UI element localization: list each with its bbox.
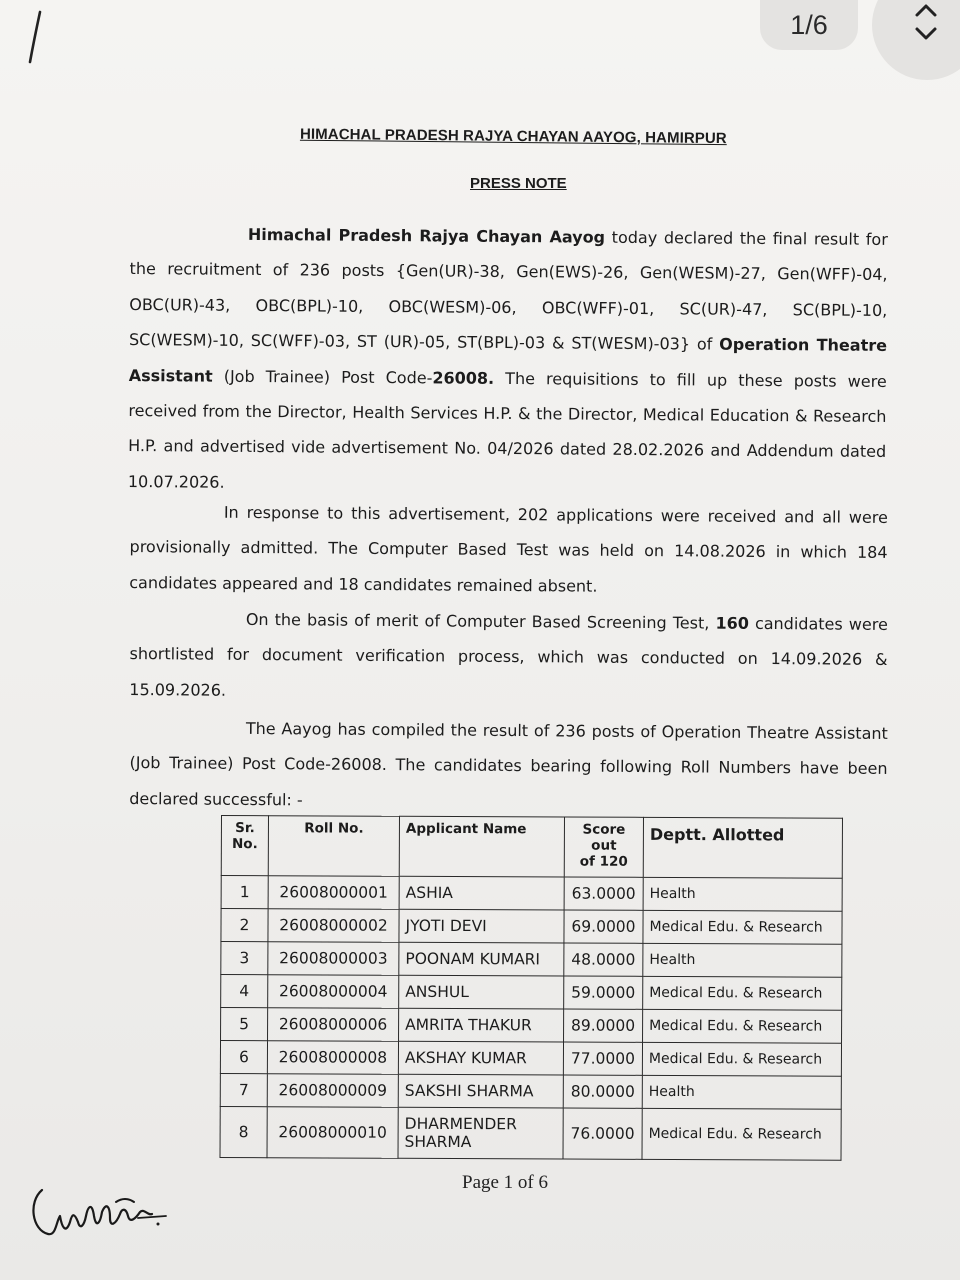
document-title: HIMACHAL PRADESH RAJYA CHAYAN AAYOG, HAMIRPUR — [299, 125, 727, 148]
table-row — [221, 975, 842, 1011]
cell-roll-no: 26008000004 — [268, 975, 399, 1009]
cell-applicant-name: AMRITA THAKUR — [399, 1008, 564, 1042]
cell-roll-no: 26008000002 — [268, 909, 399, 943]
cell-score: 80.0000 — [563, 1075, 642, 1108]
cell-roll-no: 26008000001 — [268, 876, 399, 910]
cell-dept: Medical Edu. & Research — [642, 1108, 841, 1160]
cell-dept: Medical Edu. & Research — [643, 1009, 842, 1043]
result-table — [220, 815, 843, 1161]
header-applicant-name: Applicant Name — [399, 816, 564, 877]
cell-sr-no: 8 — [220, 1106, 267, 1157]
header-score: Score out of 120 — [564, 817, 643, 877]
cell-dept: Medical Edu. & Research — [643, 976, 842, 1010]
cell-dept: Health — [642, 1075, 841, 1109]
paragraph-applications: In response to this advertisement, 202 applications were received and all were provisionally admitted. The Computer Based Test was held on 14.08.2026 in which 184 candidates appeared and 18 candidates remained absent. — [129, 502, 888, 596]
paragraph-text: The requisitions to fill up these posts were received from the Director, Health Services H.P. & the Director, Medical Education & Research H.P. and advertised vide advertisement No. 04/2026 dated 28.02.2026 and Addendum dated 10.07.2026. — [127, 368, 887, 492]
cell-applicant-name: DHARMENDER SHARMA — [398, 1107, 563, 1159]
cell-roll-no: 26008000006 — [268, 1008, 399, 1042]
post-name: Operation Theatre Assistant — [128, 334, 888, 386]
cell-score: 76.0000 — [563, 1108, 642, 1159]
cell-applicant-name: POONAM KUMARI — [399, 942, 564, 976]
table-header-row — [221, 816, 842, 879]
handwritten-signature — [26, 1172, 176, 1252]
table-row — [221, 942, 842, 978]
cell-sr-no: 4 — [221, 975, 268, 1008]
cell-applicant-name: JYOTI DEVI — [399, 909, 564, 943]
paragraph-text: today declared the final result for the recruitment of 236 posts {Gen(UR)-38, Gen(EWS)-26, Gen(WESM)-27, Gen(WFF)-04, OBC(UR)-43, OBC(BPL)-10, OBC(WESM)-06, OBC(WFF)-01, SC(UR)-47, SC(BPL)-10, SC(WESM)-10, SC(WFF)-03, ST (UR)-05, ST(BPL)-03 & ST(WESM)-03} of — [128, 227, 888, 354]
cell-score: 77.0000 — [563, 1042, 642, 1075]
cell-applicant-name: SAKSHI SHARMA — [398, 1074, 563, 1108]
cell-sr-no: 3 — [221, 942, 268, 975]
paragraph-text: On the basis of merit of Computer Based Screening Test, — [245, 609, 716, 633]
cell-dept: Medical Edu. & Research — [642, 1042, 841, 1076]
paragraph-shortlisting — [129, 601, 888, 713]
cell-roll-no: 26008000003 — [268, 942, 399, 976]
cell-score: 69.0000 — [564, 910, 643, 943]
press-note-heading: PRESS NOTE — [470, 175, 567, 192]
table-row — [220, 1073, 841, 1109]
post-code: 26008. — [432, 368, 495, 388]
cell-roll-no: 26008000010 — [267, 1107, 398, 1159]
paragraph-text: candidates were shortlisted for document verification process, which was conducted on 14.09.2026 & 15.09.2026. — [129, 613, 888, 700]
cell-dept: Health — [643, 943, 842, 977]
cell-score: 48.0000 — [564, 943, 643, 976]
cell-sr-no: 6 — [220, 1041, 267, 1074]
pen-mark-stroke — [22, 8, 52, 68]
cell-applicant-name: AKSHAY KUMAR — [398, 1041, 563, 1075]
chevron-down-icon[interactable] — [912, 24, 940, 44]
organisation-name: Himachal Pradesh Rajya Chayan Aayog — [247, 224, 606, 247]
cell-sr-no: 7 — [220, 1073, 267, 1106]
cell-applicant-name: ANSHUL — [399, 975, 564, 1009]
page-number-footer: Page 1 of 6 — [462, 1172, 549, 1193]
paragraph-compiled-result: The Aayog has compiled the result of 236 posts of Operation Theatre Assistant (Job Trainee) Post Code-26008. The candidates bearing following Roll Numbers have been declared successful: - — [129, 718, 888, 810]
table-row — [221, 876, 842, 912]
cell-dept: Health — [643, 877, 842, 911]
paragraph-result-declaration — [128, 216, 888, 505]
table-row — [220, 1106, 841, 1160]
page-counter: 1/6 — [760, 0, 858, 50]
cell-sr-no: 1 — [221, 876, 268, 909]
table-row — [221, 909, 842, 945]
cell-applicant-name: ASHIA — [399, 876, 564, 910]
cell-roll-no: 26008000009 — [267, 1074, 398, 1108]
table-row — [221, 1008, 842, 1044]
cell-roll-no: 26008000008 — [267, 1041, 398, 1075]
header-roll-no: Roll No. — [268, 816, 399, 877]
cell-sr-no: 2 — [221, 909, 268, 942]
chevron-up-icon[interactable] — [912, 0, 940, 20]
header-dept-allotted: Deptt. Allotted — [643, 817, 842, 878]
header-sr-no: Sr. No. — [221, 816, 268, 876]
paragraph-text: (Job Trainee) Post Code- — [212, 366, 433, 388]
shortlisted-count: 160 — [715, 613, 749, 633]
cell-dept: Medical Edu. & Research — [643, 910, 842, 944]
cell-sr-no: 5 — [221, 1008, 268, 1041]
cell-score: 89.0000 — [564, 1009, 643, 1042]
table-row — [220, 1041, 841, 1077]
cell-score: 63.0000 — [564, 877, 643, 910]
cell-score: 59.0000 — [564, 976, 643, 1009]
